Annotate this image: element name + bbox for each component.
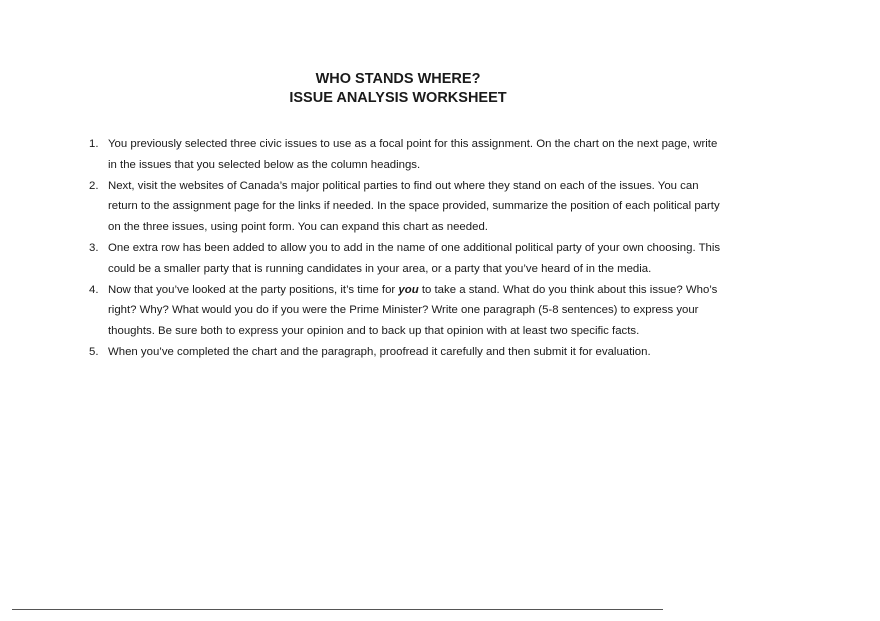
list-item [89,176,729,238]
item-text-after: to take a stand. What do you think about this issue? Who’s right? Why? What would you do if you were the Prime Minister? Write one paragraph (5-8 sentences) to express your thoughts. Be sure both to express your opinion and to back up that opinion with at least two specific facts. [108,283,718,338]
title-line-1: WHO STANDS WHERE? [315,71,481,87]
item-number: 4. [89,283,99,296]
list-item [89,280,729,342]
item-text: One extra row has been added to allow you to add in the name of one additional political party of your own choosing. This could be a smaller party that is running candidates in your area, or a party that you’ve heard of in the media. [108,241,721,275]
item-text: Next, visit the websites of Canada’s major political parties to find out where they stand on each of the issues. You can return to the assignment page for the links if needed. In the space provided, summarize the position of each political party on the three issues, using point form. You can expand this chart as needed. [108,179,720,234]
item-text-before: Now that you’ve looked at the party positions, it’s time for [108,283,399,296]
page-title [0,70,796,108]
list-item [89,134,729,176]
list-item [89,238,729,280]
item-number: 5. [89,345,99,358]
item-number: 2. [89,179,99,192]
item-number: 3. [89,241,99,254]
list-item [89,342,729,363]
emphasis-you: you [398,283,419,296]
item-number: 1. [89,138,99,150]
item-text: You previously selected three civic issues to use as a focal point for this assignment. On the chart on the next page, write in the issues that you selected below as the column headings. [108,138,718,171]
instruction-list [89,134,729,363]
item-text: When you’ve completed the chart and the paragraph, proofread it carefully and then submit it for evaluation. [108,345,651,358]
footer-divider [12,609,663,610]
title-line-2: ISSUE ANALYSIS WORKSHEET [289,90,507,106]
